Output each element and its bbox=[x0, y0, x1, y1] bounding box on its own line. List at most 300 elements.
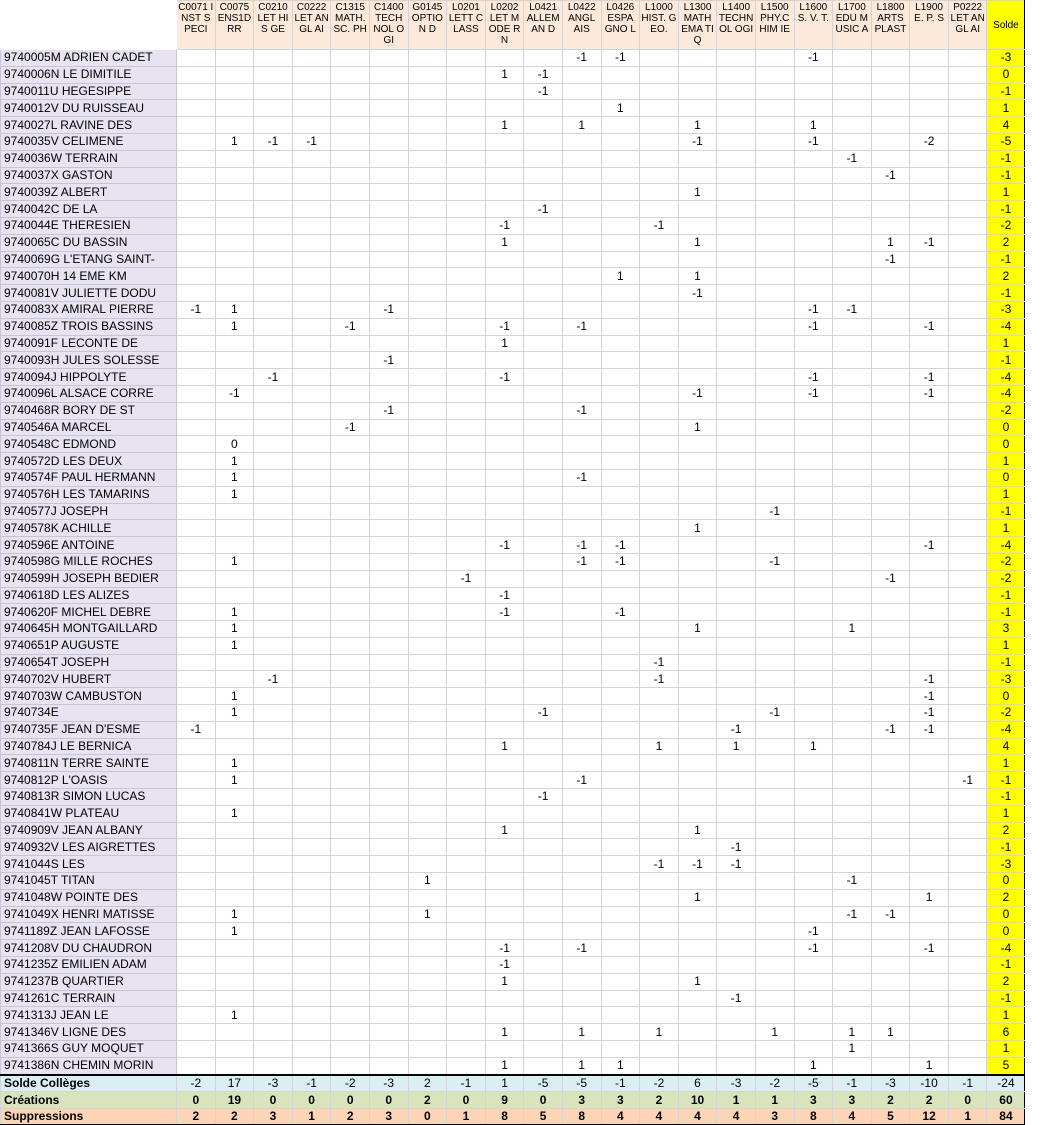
value-cell bbox=[794, 335, 833, 352]
value-cell bbox=[447, 251, 486, 268]
value-cell bbox=[408, 133, 447, 150]
value-cell bbox=[331, 789, 370, 806]
school-name: 9740006N LE DIMITILE bbox=[1, 66, 177, 83]
value-cell bbox=[215, 234, 254, 251]
value-cell bbox=[292, 705, 331, 722]
value-cell bbox=[331, 973, 370, 990]
value-cell bbox=[601, 923, 640, 940]
value-cell bbox=[292, 772, 331, 789]
value-cell bbox=[871, 285, 910, 302]
value-cell bbox=[292, 268, 331, 285]
value-cell bbox=[755, 453, 794, 470]
value-cell bbox=[215, 587, 254, 604]
value-cell bbox=[331, 234, 370, 251]
value-cell bbox=[755, 318, 794, 335]
value-cell bbox=[447, 1041, 486, 1058]
value-cell bbox=[562, 133, 601, 150]
value-cell bbox=[678, 486, 717, 503]
value-cell bbox=[871, 973, 910, 990]
value-cell bbox=[447, 940, 486, 957]
value-cell bbox=[177, 738, 216, 755]
value-cell bbox=[833, 553, 872, 570]
value-cell bbox=[485, 436, 524, 453]
value-cell: 1 bbox=[562, 117, 601, 134]
value-cell bbox=[910, 453, 949, 470]
value-cell bbox=[177, 990, 216, 1007]
value-cell bbox=[369, 688, 408, 705]
value-cell bbox=[640, 83, 679, 100]
value-cell bbox=[215, 167, 254, 184]
value-cell bbox=[717, 1007, 756, 1024]
value-cell bbox=[794, 705, 833, 722]
value-cell bbox=[447, 503, 486, 520]
table-row bbox=[1, 889, 1025, 906]
value-cell bbox=[640, 1007, 679, 1024]
value-cell bbox=[254, 721, 293, 738]
value-cell bbox=[254, 285, 293, 302]
value-cell bbox=[601, 469, 640, 486]
value-cell bbox=[447, 705, 486, 722]
value-cell bbox=[562, 721, 601, 738]
value-cell bbox=[794, 688, 833, 705]
value-cell bbox=[794, 604, 833, 621]
value-cell: 1 bbox=[678, 520, 717, 537]
school-name: 9740036W TERRAIN bbox=[1, 150, 177, 167]
value-cell: 1 bbox=[910, 1057, 949, 1074]
school-name: 9740813R SIMON LUCAS bbox=[1, 789, 177, 806]
value-cell bbox=[408, 117, 447, 134]
value-cell: -2 bbox=[910, 133, 949, 150]
value-cell bbox=[292, 822, 331, 839]
value-cell bbox=[254, 100, 293, 117]
value-cell bbox=[910, 789, 949, 806]
value-cell bbox=[755, 217, 794, 234]
value-cell bbox=[524, 906, 563, 923]
value-cell bbox=[331, 990, 370, 1007]
value-cell bbox=[640, 369, 679, 386]
table-row bbox=[1, 184, 1025, 201]
value-cell bbox=[910, 755, 949, 772]
value-cell bbox=[640, 100, 679, 117]
value-cell bbox=[524, 621, 563, 638]
value-cell bbox=[292, 1041, 331, 1058]
value-cell bbox=[755, 150, 794, 167]
value-cell bbox=[408, 285, 447, 302]
value-cell bbox=[948, 637, 987, 654]
value-cell bbox=[794, 721, 833, 738]
value-cell bbox=[833, 604, 872, 621]
value-cell bbox=[292, 1024, 331, 1041]
value-cell bbox=[369, 1024, 408, 1041]
value-cell: 1 bbox=[794, 738, 833, 755]
value-cell bbox=[292, 654, 331, 671]
summary-value: -2 bbox=[331, 1075, 370, 1092]
value-cell bbox=[447, 436, 486, 453]
value-cell bbox=[292, 503, 331, 520]
school-name: 9740039Z ALBERT bbox=[1, 184, 177, 201]
value-cell bbox=[871, 201, 910, 218]
value-cell bbox=[215, 1024, 254, 1041]
value-cell bbox=[524, 419, 563, 436]
value-cell bbox=[948, 318, 987, 335]
value-cell bbox=[871, 637, 910, 654]
value-cell bbox=[562, 755, 601, 772]
value-cell bbox=[562, 301, 601, 318]
value-cell bbox=[601, 335, 640, 352]
value-cell bbox=[369, 1007, 408, 1024]
value-cell bbox=[292, 369, 331, 386]
value-cell bbox=[408, 990, 447, 1007]
column-header: C1400 TECH NOL OGI bbox=[369, 1, 408, 50]
value-cell bbox=[369, 906, 408, 923]
value-cell bbox=[717, 789, 756, 806]
school-name: 9740599H JOSEPH BEDIER bbox=[1, 570, 177, 587]
value-cell bbox=[485, 385, 524, 402]
value-cell bbox=[177, 184, 216, 201]
value-cell bbox=[447, 419, 486, 436]
value-cell bbox=[717, 117, 756, 134]
value-cell bbox=[447, 335, 486, 352]
table-row bbox=[1, 1007, 1025, 1024]
value-cell bbox=[678, 839, 717, 856]
value-cell bbox=[601, 570, 640, 587]
value-cell bbox=[369, 83, 408, 100]
value-cell bbox=[254, 1024, 293, 1041]
summary-value: 0 bbox=[369, 1092, 408, 1109]
value-cell bbox=[447, 923, 486, 940]
summary-value: -1 bbox=[447, 1075, 486, 1092]
value-cell bbox=[717, 822, 756, 839]
school-name: 9741049X HENRI MATISSE bbox=[1, 906, 177, 923]
table-row bbox=[1, 503, 1025, 520]
value-cell bbox=[292, 201, 331, 218]
value-cell: -1 bbox=[910, 940, 949, 957]
value-cell bbox=[678, 688, 717, 705]
value-cell bbox=[717, 184, 756, 201]
value-cell bbox=[640, 352, 679, 369]
value-cell: 1 bbox=[794, 117, 833, 134]
value-cell bbox=[794, 201, 833, 218]
value-cell bbox=[408, 486, 447, 503]
value-cell bbox=[871, 889, 910, 906]
value-cell bbox=[717, 268, 756, 285]
value-cell bbox=[369, 973, 408, 990]
value-cell bbox=[254, 923, 293, 940]
value-cell bbox=[717, 940, 756, 957]
value-cell bbox=[177, 553, 216, 570]
value-cell bbox=[562, 436, 601, 453]
school-name: 9741313J JEAN LE bbox=[1, 1007, 177, 1024]
value-cell bbox=[254, 150, 293, 167]
value-cell bbox=[833, 738, 872, 755]
school-name: 9741235Z EMILIEN ADAM bbox=[1, 957, 177, 974]
solde-cell: -1 bbox=[987, 604, 1025, 621]
value-cell bbox=[369, 553, 408, 570]
value-cell bbox=[254, 301, 293, 318]
value-cell bbox=[524, 553, 563, 570]
value-cell bbox=[640, 385, 679, 402]
value-cell bbox=[562, 906, 601, 923]
value-cell bbox=[292, 520, 331, 537]
value-cell bbox=[640, 990, 679, 1007]
value-cell bbox=[755, 167, 794, 184]
value-cell bbox=[871, 469, 910, 486]
value-cell bbox=[678, 453, 717, 470]
value-cell bbox=[678, 805, 717, 822]
summary-value: -3 bbox=[369, 1075, 408, 1092]
value-cell bbox=[485, 654, 524, 671]
value-cell bbox=[678, 469, 717, 486]
value-cell: 1 bbox=[485, 66, 524, 83]
value-cell: -1 bbox=[871, 906, 910, 923]
value-cell bbox=[601, 1024, 640, 1041]
value-cell bbox=[640, 453, 679, 470]
value-cell bbox=[910, 100, 949, 117]
value-cell bbox=[871, 100, 910, 117]
value-cell bbox=[717, 217, 756, 234]
value-cell bbox=[871, 1057, 910, 1074]
value-cell bbox=[254, 520, 293, 537]
value-cell bbox=[601, 436, 640, 453]
value-cell bbox=[910, 738, 949, 755]
value-cell bbox=[408, 889, 447, 906]
solde-cell: 2 bbox=[987, 268, 1025, 285]
value-cell: -1 bbox=[717, 721, 756, 738]
school-name: 9740083X AMIRAL PIERRE bbox=[1, 301, 177, 318]
value-cell bbox=[177, 520, 216, 537]
value-cell bbox=[292, 150, 331, 167]
value-cell bbox=[524, 167, 563, 184]
value-cell: 1 bbox=[755, 1024, 794, 1041]
school-name: 9740734E bbox=[1, 705, 177, 722]
value-cell: 1 bbox=[871, 1024, 910, 1041]
value-cell bbox=[331, 621, 370, 638]
value-cell bbox=[678, 671, 717, 688]
value-cell bbox=[562, 738, 601, 755]
value-cell bbox=[640, 419, 679, 436]
summary-value: 2 bbox=[910, 1092, 949, 1109]
value-cell bbox=[871, 520, 910, 537]
value-cell bbox=[292, 117, 331, 134]
value-cell bbox=[678, 100, 717, 117]
value-cell: -1 bbox=[601, 604, 640, 621]
value-cell bbox=[524, 923, 563, 940]
value-cell bbox=[331, 1057, 370, 1074]
value-cell bbox=[640, 789, 679, 806]
value-cell bbox=[331, 486, 370, 503]
value-cell bbox=[833, 117, 872, 134]
value-cell bbox=[833, 352, 872, 369]
value-cell: -1 bbox=[910, 537, 949, 554]
value-cell bbox=[485, 772, 524, 789]
value-cell bbox=[215, 570, 254, 587]
value-cell bbox=[331, 251, 370, 268]
column-header: L0421 ALLEM AN D bbox=[524, 1, 563, 50]
value-cell bbox=[562, 1041, 601, 1058]
value-cell bbox=[369, 889, 408, 906]
value-cell bbox=[215, 889, 254, 906]
school-name: 9740468R BORY DE ST bbox=[1, 402, 177, 419]
value-cell bbox=[833, 318, 872, 335]
value-cell bbox=[717, 167, 756, 184]
value-cell bbox=[562, 201, 601, 218]
value-cell bbox=[254, 402, 293, 419]
value-cell bbox=[910, 621, 949, 638]
value-cell bbox=[524, 604, 563, 621]
value-cell bbox=[447, 83, 486, 100]
value-cell bbox=[254, 553, 293, 570]
value-cell: -1 bbox=[678, 133, 717, 150]
value-cell bbox=[177, 318, 216, 335]
value-cell: -1 bbox=[640, 671, 679, 688]
value-cell: 1 bbox=[678, 889, 717, 906]
value-cell bbox=[833, 385, 872, 402]
value-cell bbox=[871, 453, 910, 470]
value-cell bbox=[292, 335, 331, 352]
value-cell: -1 bbox=[601, 553, 640, 570]
value-cell bbox=[408, 822, 447, 839]
value-cell bbox=[948, 587, 987, 604]
value-cell bbox=[910, 201, 949, 218]
value-cell bbox=[755, 688, 794, 705]
summary-value: 0 bbox=[292, 1092, 331, 1109]
value-cell: -1 bbox=[369, 352, 408, 369]
value-cell bbox=[871, 654, 910, 671]
value-cell bbox=[215, 251, 254, 268]
value-cell: 1 bbox=[215, 923, 254, 940]
column-header: L1400 TECHN OL OGI bbox=[717, 1, 756, 50]
value-cell bbox=[369, 486, 408, 503]
value-cell bbox=[833, 369, 872, 386]
value-cell bbox=[369, 671, 408, 688]
value-cell bbox=[601, 285, 640, 302]
value-cell bbox=[601, 318, 640, 335]
value-cell bbox=[292, 923, 331, 940]
column-header: C0075 ENS1D RR bbox=[215, 1, 254, 50]
value-cell: -1 bbox=[794, 50, 833, 67]
summary-total: 60 bbox=[987, 1092, 1025, 1109]
value-cell bbox=[524, 285, 563, 302]
school-name: 9740572D LES DEUX bbox=[1, 453, 177, 470]
value-cell bbox=[910, 520, 949, 537]
value-cell bbox=[678, 1041, 717, 1058]
value-cell bbox=[601, 957, 640, 974]
value-cell: 1 bbox=[678, 621, 717, 638]
value-cell bbox=[254, 637, 293, 654]
value-cell bbox=[447, 201, 486, 218]
value-cell bbox=[331, 1007, 370, 1024]
value-cell bbox=[871, 1041, 910, 1058]
value-cell bbox=[177, 1024, 216, 1041]
value-cell bbox=[794, 285, 833, 302]
table-row bbox=[1, 990, 1025, 1007]
value-cell bbox=[292, 587, 331, 604]
value-cell bbox=[794, 537, 833, 554]
value-cell bbox=[524, 721, 563, 738]
value-cell: -1 bbox=[794, 923, 833, 940]
value-cell bbox=[447, 537, 486, 554]
summary-value: 9 bbox=[485, 1092, 524, 1109]
table-row bbox=[1, 167, 1025, 184]
value-cell bbox=[292, 688, 331, 705]
solde-cell: 0 bbox=[987, 923, 1025, 940]
value-cell bbox=[177, 889, 216, 906]
value-cell bbox=[833, 822, 872, 839]
value-cell bbox=[601, 671, 640, 688]
value-cell bbox=[369, 117, 408, 134]
value-cell bbox=[254, 604, 293, 621]
value-cell: 1 bbox=[640, 1024, 679, 1041]
value-cell: -1 bbox=[833, 301, 872, 318]
value-cell bbox=[601, 167, 640, 184]
value-cell bbox=[524, 570, 563, 587]
school-name: 9741346V LIGNE DES bbox=[1, 1024, 177, 1041]
value-cell bbox=[369, 839, 408, 856]
value-cell bbox=[447, 957, 486, 974]
value-cell bbox=[408, 604, 447, 621]
creations-row bbox=[1, 1092, 1025, 1109]
value-cell bbox=[562, 150, 601, 167]
summary-value: 1 bbox=[485, 1075, 524, 1092]
solde-cell: -1 bbox=[987, 167, 1025, 184]
value-cell bbox=[254, 688, 293, 705]
value-cell bbox=[910, 167, 949, 184]
value-cell bbox=[408, 923, 447, 940]
value-cell bbox=[640, 973, 679, 990]
value-cell bbox=[447, 805, 486, 822]
value-cell: -1 bbox=[794, 940, 833, 957]
value-cell bbox=[871, 587, 910, 604]
value-cell bbox=[910, 957, 949, 974]
value-cell bbox=[717, 352, 756, 369]
value-cell bbox=[447, 553, 486, 570]
value-cell bbox=[717, 318, 756, 335]
value-cell bbox=[562, 352, 601, 369]
value-cell bbox=[177, 352, 216, 369]
value-cell bbox=[447, 587, 486, 604]
value-cell bbox=[640, 839, 679, 856]
value-cell bbox=[717, 402, 756, 419]
summary-value: -10 bbox=[910, 1075, 949, 1092]
value-cell bbox=[910, 906, 949, 923]
value-cell bbox=[794, 234, 833, 251]
value-cell bbox=[369, 453, 408, 470]
value-cell bbox=[254, 990, 293, 1007]
value-cell bbox=[524, 873, 563, 890]
value-cell bbox=[794, 100, 833, 117]
value-cell bbox=[562, 889, 601, 906]
value-cell bbox=[640, 285, 679, 302]
value-cell bbox=[755, 301, 794, 318]
value-cell bbox=[254, 201, 293, 218]
value-cell: -1 bbox=[524, 201, 563, 218]
value-cell bbox=[215, 201, 254, 218]
value-cell bbox=[292, 217, 331, 234]
value-cell bbox=[601, 402, 640, 419]
value-cell bbox=[678, 201, 717, 218]
value-cell bbox=[833, 721, 872, 738]
value-cell bbox=[601, 251, 640, 268]
value-cell bbox=[254, 973, 293, 990]
value-cell bbox=[331, 83, 370, 100]
value-cell: 1 bbox=[215, 772, 254, 789]
value-cell bbox=[601, 369, 640, 386]
value-cell bbox=[833, 1007, 872, 1024]
value-cell bbox=[910, 772, 949, 789]
value-cell bbox=[177, 537, 216, 554]
value-cell bbox=[562, 167, 601, 184]
value-cell bbox=[369, 990, 408, 1007]
